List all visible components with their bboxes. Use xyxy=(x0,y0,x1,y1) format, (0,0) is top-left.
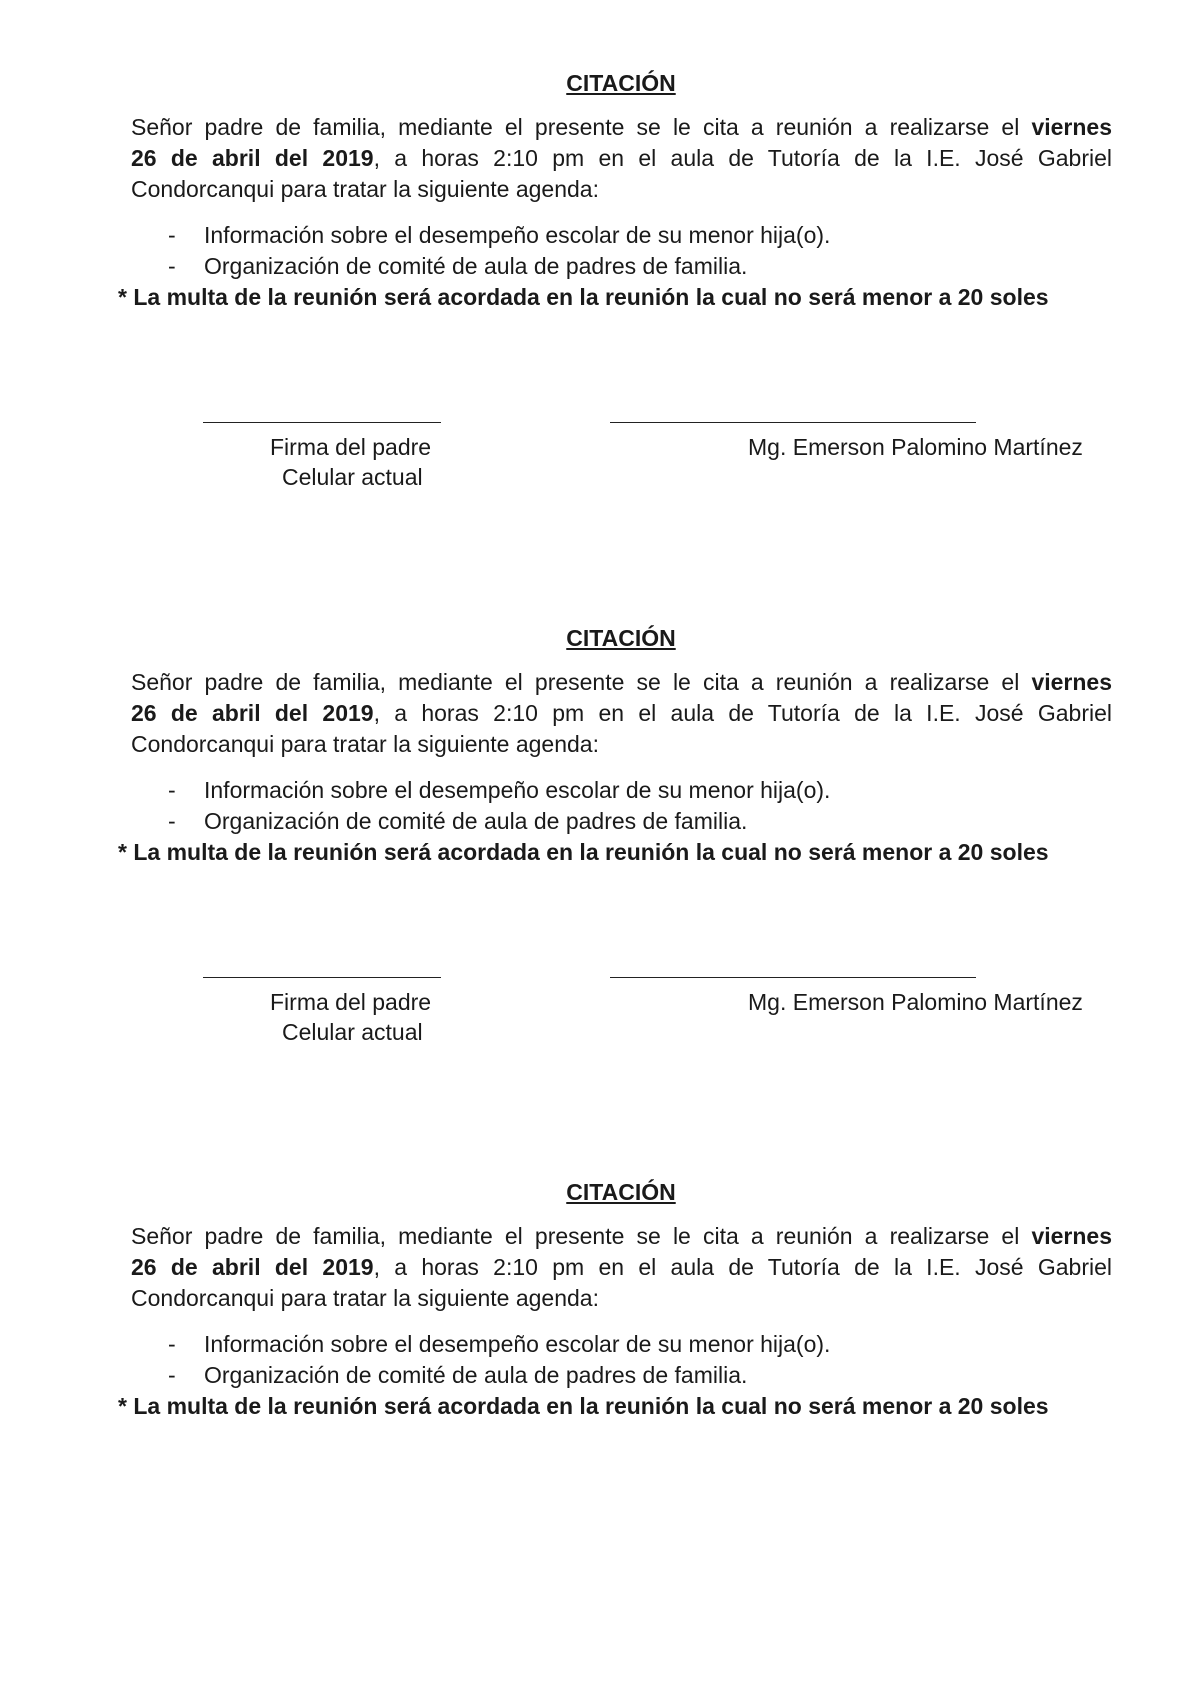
paragraph-text: , a horas 2:10 pm en el aula de Tutoría de la I.E. José Gabriel xyxy=(373,700,1113,726)
fine-note: * La multa de la reunión será acordada en la reunión la cual no será menor a 20 soles xyxy=(118,284,1049,310)
bullet-dash: - xyxy=(168,777,176,803)
meeting-date: 26 de abril del 2019 xyxy=(131,700,374,726)
citation-title: CITACIÓN xyxy=(566,70,676,96)
teacher-name: Mg. Emerson Palomino Martínez xyxy=(748,989,1083,1015)
bullet-dash: - xyxy=(168,222,176,248)
bullet-dash: - xyxy=(168,808,176,834)
parent-signature-line xyxy=(203,422,441,423)
citation-title: CITACIÓN xyxy=(566,625,676,651)
paragraph-line-2 xyxy=(131,698,1112,728)
paragraph-line-1 xyxy=(131,1221,1112,1251)
bullet-dash: - xyxy=(168,1362,176,1388)
fine-note: * La multa de la reunión será acordada en la reunión la cual no será menor a 20 soles xyxy=(118,1393,1049,1419)
meeting-day: viernes xyxy=(1031,1223,1112,1249)
paragraph-text: , a horas 2:10 pm en el aula de Tutoría de la I.E. José Gabriel xyxy=(373,145,1113,171)
paragraph-text: Señor padre de familia, mediante el presente se le cita a reunión a realizarse el xyxy=(131,1223,1032,1249)
teacher-signature-line xyxy=(610,422,976,423)
paragraph-text: , a horas 2:10 pm en el aula de Tutoría de la I.E. José Gabriel xyxy=(373,1254,1113,1280)
parent-signature-line xyxy=(203,977,441,978)
citation-title: CITACIÓN xyxy=(566,1179,676,1205)
fine-note: * La multa de la reunión será acordada en la reunión la cual no será menor a 20 soles xyxy=(118,839,1049,865)
meeting-date: 26 de abril del 2019 xyxy=(131,145,374,171)
citation-block-1 xyxy=(0,70,1200,540)
paragraph-line-2 xyxy=(131,1252,1112,1282)
agenda-item-text: Organización de comité de aula de padres de familia. xyxy=(204,253,748,279)
teacher-name: Mg. Emerson Palomino Martínez xyxy=(748,434,1083,460)
paragraph-text: Señor padre de familia, mediante el presente se le cita a reunión a realizarse el xyxy=(131,114,1032,140)
paragraph-text: Señor padre de familia, mediante el presente se le cita a reunión a realizarse el xyxy=(131,669,1032,695)
parent-signature-label: Firma del padre xyxy=(270,989,432,1015)
agenda-item-text: Información sobre el desempeño escolar de su menor hija(o). xyxy=(204,1331,831,1357)
parent-phone-label: Celular actual xyxy=(282,464,423,490)
parent-signature-label: Firma del padre xyxy=(270,434,432,460)
meeting-day: viernes xyxy=(1031,669,1112,695)
agenda-item-text: Organización de comité de aula de padres de familia. xyxy=(204,1362,748,1388)
agenda-item-text: Información sobre el desempeño escolar de su menor hija(o). xyxy=(204,222,831,248)
teacher-signature-line xyxy=(610,977,976,978)
meeting-day: viernes xyxy=(1031,114,1112,140)
meeting-date: 26 de abril del 2019 xyxy=(131,1254,374,1280)
paragraph-line-2 xyxy=(131,143,1112,173)
bullet-dash: - xyxy=(168,253,176,279)
agenda-item-text: Organización de comité de aula de padres de familia. xyxy=(204,808,748,834)
citation-block-3 xyxy=(0,1179,1200,1649)
bullet-dash: - xyxy=(168,1331,176,1357)
parent-phone-label: Celular actual xyxy=(282,1019,423,1045)
paragraph-line-1 xyxy=(131,112,1112,142)
agenda-item-text: Información sobre el desempeño escolar de su menor hija(o). xyxy=(204,777,831,803)
paragraph-line-3: Condorcanqui para tratar la siguiente agenda: xyxy=(131,176,599,202)
paragraph-line-3: Condorcanqui para tratar la siguiente agenda: xyxy=(131,731,599,757)
citation-block-2 xyxy=(0,625,1200,1095)
paragraph-line-3: Condorcanqui para tratar la siguiente agenda: xyxy=(131,1285,599,1311)
paragraph-line-1 xyxy=(131,667,1112,697)
